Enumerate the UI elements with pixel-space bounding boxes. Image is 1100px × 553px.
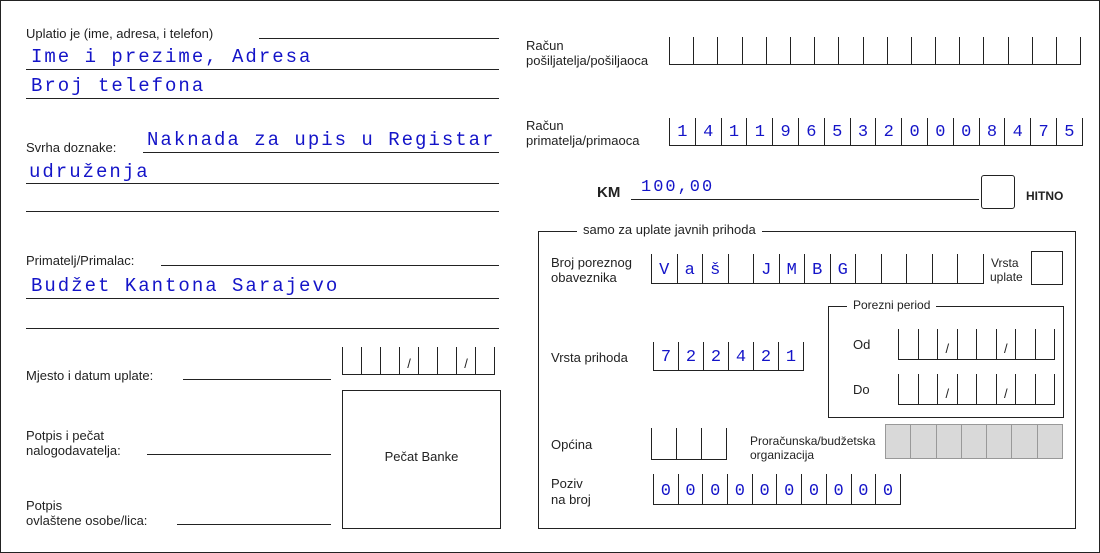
sender-account-boxes[interactable] bbox=[669, 37, 1081, 65]
date-slash: / bbox=[1003, 341, 1008, 356]
to-date-box[interactable] bbox=[1016, 374, 1036, 404]
revenue-type-digit[interactable]: 7 bbox=[654, 342, 679, 370]
signature-auth-label-1: Potpis bbox=[26, 498, 63, 513]
date-slash: / bbox=[945, 341, 950, 356]
budget-org-box bbox=[937, 425, 962, 458]
bank-stamp-box bbox=[342, 390, 501, 529]
reference-label-2: na broj bbox=[551, 492, 591, 507]
date-box[interactable] bbox=[457, 347, 476, 374]
tax-id-char[interactable] bbox=[907, 254, 933, 283]
recipient-account-digit[interactable]: 4 bbox=[1005, 118, 1031, 145]
bank-stamp-label: Pečat Banke bbox=[384, 449, 459, 464]
budget-org-box bbox=[911, 425, 936, 458]
reference-digit[interactable]: 0 bbox=[852, 474, 877, 504]
reference-digit[interactable]: 0 bbox=[876, 474, 901, 504]
to-date-box[interactable] bbox=[1036, 374, 1056, 404]
tax-id-char[interactable] bbox=[856, 254, 882, 283]
payer-label-line bbox=[259, 38, 499, 39]
tax-id-char[interactable]: B bbox=[805, 254, 831, 283]
signature-payer-label-2: nalogodavatelja: bbox=[26, 443, 121, 458]
sender-account-digit[interactable] bbox=[984, 37, 1008, 64]
reference-digit[interactable]: 0 bbox=[679, 474, 704, 504]
reference-digit[interactable]: 0 bbox=[728, 474, 753, 504]
payer-line2-rule bbox=[26, 98, 499, 99]
municipality-boxes[interactable] bbox=[651, 428, 727, 460]
to-date-box[interactable] bbox=[977, 374, 997, 404]
place-date-label: Mjesto i datum uplate: bbox=[26, 368, 154, 383]
purpose-line1-rule bbox=[143, 152, 499, 153]
tax-id-char[interactable] bbox=[882, 254, 908, 283]
recipient-value[interactable]: Budžet Kantona Sarajevo bbox=[31, 275, 340, 297]
municipality-box[interactable] bbox=[677, 428, 702, 459]
date-box[interactable] bbox=[438, 347, 457, 374]
budget-org-box bbox=[886, 425, 911, 458]
from-date-box[interactable] bbox=[1016, 329, 1036, 359]
sender-account-label-2: pošiljatelja/pošiljaoca bbox=[526, 53, 649, 68]
payment-type-label-2: uplate bbox=[990, 270, 1023, 284]
sender-account-digit[interactable] bbox=[670, 37, 694, 64]
sender-account-digit[interactable] bbox=[718, 37, 742, 64]
date-box[interactable] bbox=[476, 347, 495, 374]
tax-id-char[interactable]: š bbox=[703, 254, 729, 283]
signature-payer-label-1: Potpis i pečat bbox=[26, 428, 105, 443]
recipient-account-digit[interactable]: 1 bbox=[670, 118, 696, 145]
reference-digit[interactable]: 0 bbox=[827, 474, 852, 504]
purpose-label: Svrha doznake: bbox=[26, 140, 117, 155]
sender-account-digit[interactable] bbox=[694, 37, 718, 64]
sender-account-digit[interactable] bbox=[936, 37, 960, 64]
from-date-box[interactable] bbox=[977, 329, 997, 359]
sender-account-digit[interactable] bbox=[839, 37, 863, 64]
sender-account-digit[interactable] bbox=[1057, 37, 1081, 64]
date-slash: / bbox=[1003, 386, 1008, 401]
to-date-box[interactable] bbox=[938, 374, 958, 404]
date-box[interactable] bbox=[419, 347, 438, 374]
tax-period-legend: Porezni period bbox=[847, 298, 936, 312]
date-slash: / bbox=[407, 356, 411, 371]
reference-digit[interactable]: 0 bbox=[753, 474, 778, 504]
tax-id-char[interactable]: V bbox=[652, 254, 678, 283]
from-date-box[interactable] bbox=[958, 329, 978, 359]
from-date-box[interactable] bbox=[899, 329, 919, 359]
recipient-account-label-1: Račun bbox=[526, 118, 564, 133]
revenue-type-label: Vrsta prihoda bbox=[551, 350, 628, 365]
place-date-line[interactable] bbox=[183, 379, 331, 380]
reference-digit[interactable]: 0 bbox=[703, 474, 728, 504]
recipient-account-digit[interactable]: 1 bbox=[747, 118, 773, 145]
date-boxes[interactable] bbox=[342, 347, 495, 375]
recipient-account-digit[interactable]: 5 bbox=[1057, 118, 1083, 145]
recipient-account-digit[interactable]: 0 bbox=[954, 118, 980, 145]
recipient-account-digit[interactable]: 4 bbox=[696, 118, 722, 145]
date-box[interactable] bbox=[362, 347, 381, 374]
payer-line2[interactable]: Broj telefona bbox=[31, 75, 206, 97]
payment-type-label-1: Vrsta bbox=[991, 256, 1019, 270]
tax-id-char[interactable]: M bbox=[780, 254, 806, 283]
tax-id-char[interactable]: a bbox=[678, 254, 704, 283]
tax-id-char[interactable] bbox=[729, 254, 755, 283]
municipality-box[interactable] bbox=[702, 428, 727, 459]
recipient-line-rule bbox=[26, 298, 499, 299]
signature-payer-line[interactable] bbox=[147, 454, 331, 455]
revenue-type-digit[interactable]: 4 bbox=[729, 342, 754, 370]
recipient-label-line bbox=[161, 265, 499, 266]
sender-account-digit[interactable] bbox=[791, 37, 815, 64]
to-label: Do bbox=[853, 382, 870, 397]
reference-digit[interactable]: 0 bbox=[654, 474, 679, 504]
budget-org-boxes bbox=[885, 424, 1063, 459]
reference-boxes[interactable] bbox=[653, 474, 901, 505]
recipient-account-digit[interactable]: 6 bbox=[799, 118, 825, 145]
tax-id-char[interactable] bbox=[958, 254, 984, 283]
reference-label-1: Poziv bbox=[551, 476, 583, 491]
reference-digit[interactable]: 0 bbox=[777, 474, 802, 504]
payer-label: Uplatio je (ime, adresa, i telefon) bbox=[26, 26, 214, 41]
recipient-account-digit[interactable]: 9 bbox=[773, 118, 799, 145]
payer-line1-rule bbox=[26, 69, 499, 70]
payer-line1[interactable]: Ime i prezime, Adresa bbox=[31, 46, 313, 68]
budget-org-box bbox=[1012, 425, 1037, 458]
payment-type-box[interactable] bbox=[1031, 251, 1063, 285]
revenue-type-digit[interactable]: 1 bbox=[779, 342, 804, 370]
budget-org-box bbox=[1038, 425, 1063, 458]
recipient-account-digit[interactable]: 5 bbox=[825, 118, 851, 145]
from-date-box[interactable] bbox=[997, 329, 1017, 359]
budget-org-box bbox=[962, 425, 987, 458]
recipient-line2-rule bbox=[26, 328, 499, 329]
amount-value[interactable]: 100,00 bbox=[641, 178, 715, 197]
recipient-account-label-2: primatelja/primaoca bbox=[526, 133, 640, 148]
urgent-checkbox[interactable] bbox=[981, 175, 1015, 209]
sender-account-digit[interactable] bbox=[960, 37, 984, 64]
budget-org-box bbox=[987, 425, 1012, 458]
sender-account-digit[interactable] bbox=[888, 37, 912, 64]
recipient-account-boxes[interactable] bbox=[669, 118, 1083, 146]
tax-id-label-1: Broj poreznog bbox=[551, 255, 632, 270]
sender-account-digit[interactable] bbox=[864, 37, 888, 64]
from-date-box[interactable] bbox=[938, 329, 958, 359]
recipient-account-digit[interactable]: 0 bbox=[928, 118, 954, 145]
tax-id-char[interactable]: J bbox=[754, 254, 780, 283]
recipient-label: Primatelj/Primalac: bbox=[26, 253, 135, 268]
to-date-boxes[interactable] bbox=[898, 374, 1055, 405]
purpose-line3-rule bbox=[26, 211, 499, 212]
date-box[interactable] bbox=[381, 347, 400, 374]
date-box[interactable] bbox=[400, 347, 419, 374]
sender-account-label-1: Račun bbox=[526, 38, 564, 53]
municipality-label: Općina bbox=[551, 437, 593, 452]
purpose-line2[interactable]: udruženja bbox=[29, 161, 150, 183]
tax-id-boxes[interactable] bbox=[651, 254, 984, 284]
date-slash: / bbox=[464, 356, 468, 371]
signature-auth-line[interactable] bbox=[177, 524, 331, 525]
sender-account-digit[interactable] bbox=[912, 37, 936, 64]
tax-id-label-2: obaveznika bbox=[551, 270, 617, 285]
recipient-account-digit[interactable]: 8 bbox=[980, 118, 1006, 145]
revenue-type-digit[interactable]: 2 bbox=[704, 342, 729, 370]
signature-auth-label-2: ovlaštene osobe/lica: bbox=[26, 513, 148, 528]
tax-id-char[interactable]: G bbox=[831, 254, 857, 283]
currency-label: KM bbox=[597, 184, 621, 201]
sender-account-digit[interactable] bbox=[767, 37, 791, 64]
revenue-type-digit[interactable]: 2 bbox=[754, 342, 779, 370]
urgent-label: HITNO bbox=[1026, 189, 1064, 203]
to-date-box[interactable] bbox=[919, 374, 939, 404]
from-date-boxes[interactable] bbox=[898, 329, 1055, 360]
from-date-box[interactable] bbox=[1036, 329, 1056, 359]
revenue-type-boxes[interactable] bbox=[653, 342, 804, 371]
sender-account-digit[interactable] bbox=[1033, 37, 1057, 64]
sender-account-digit[interactable] bbox=[815, 37, 839, 64]
purpose-line1[interactable]: Naknada za upis u Registar bbox=[147, 129, 496, 151]
purpose-line2-rule bbox=[26, 183, 499, 184]
public-revenue-legend: samo za uplate javnih prihoda bbox=[577, 222, 762, 237]
date-slash: / bbox=[945, 386, 950, 401]
sender-account-digit[interactable] bbox=[1009, 37, 1033, 64]
recipient-account-digit[interactable]: 3 bbox=[851, 118, 877, 145]
tax-id-char[interactable] bbox=[933, 254, 959, 283]
to-date-box[interactable] bbox=[958, 374, 978, 404]
recipient-account-digit[interactable]: 7 bbox=[1031, 118, 1057, 145]
budget-org-label-2: organizacija bbox=[750, 448, 815, 462]
to-date-box[interactable] bbox=[899, 374, 919, 404]
from-date-box[interactable] bbox=[919, 329, 939, 359]
revenue-type-digit[interactable]: 2 bbox=[679, 342, 704, 370]
sender-account-digit[interactable] bbox=[743, 37, 767, 64]
date-box[interactable] bbox=[343, 347, 362, 374]
budget-org-label-1: Proračunska/budžetska bbox=[750, 434, 876, 448]
amount-line bbox=[631, 199, 979, 200]
recipient-account-digit[interactable]: 1 bbox=[722, 118, 748, 145]
municipality-box[interactable] bbox=[652, 428, 677, 459]
to-date-box[interactable] bbox=[997, 374, 1017, 404]
recipient-account-digit[interactable]: 0 bbox=[902, 118, 928, 145]
from-label: Od bbox=[853, 337, 871, 352]
reference-digit[interactable]: 0 bbox=[802, 474, 827, 504]
recipient-account-digit[interactable]: 2 bbox=[876, 118, 902, 145]
